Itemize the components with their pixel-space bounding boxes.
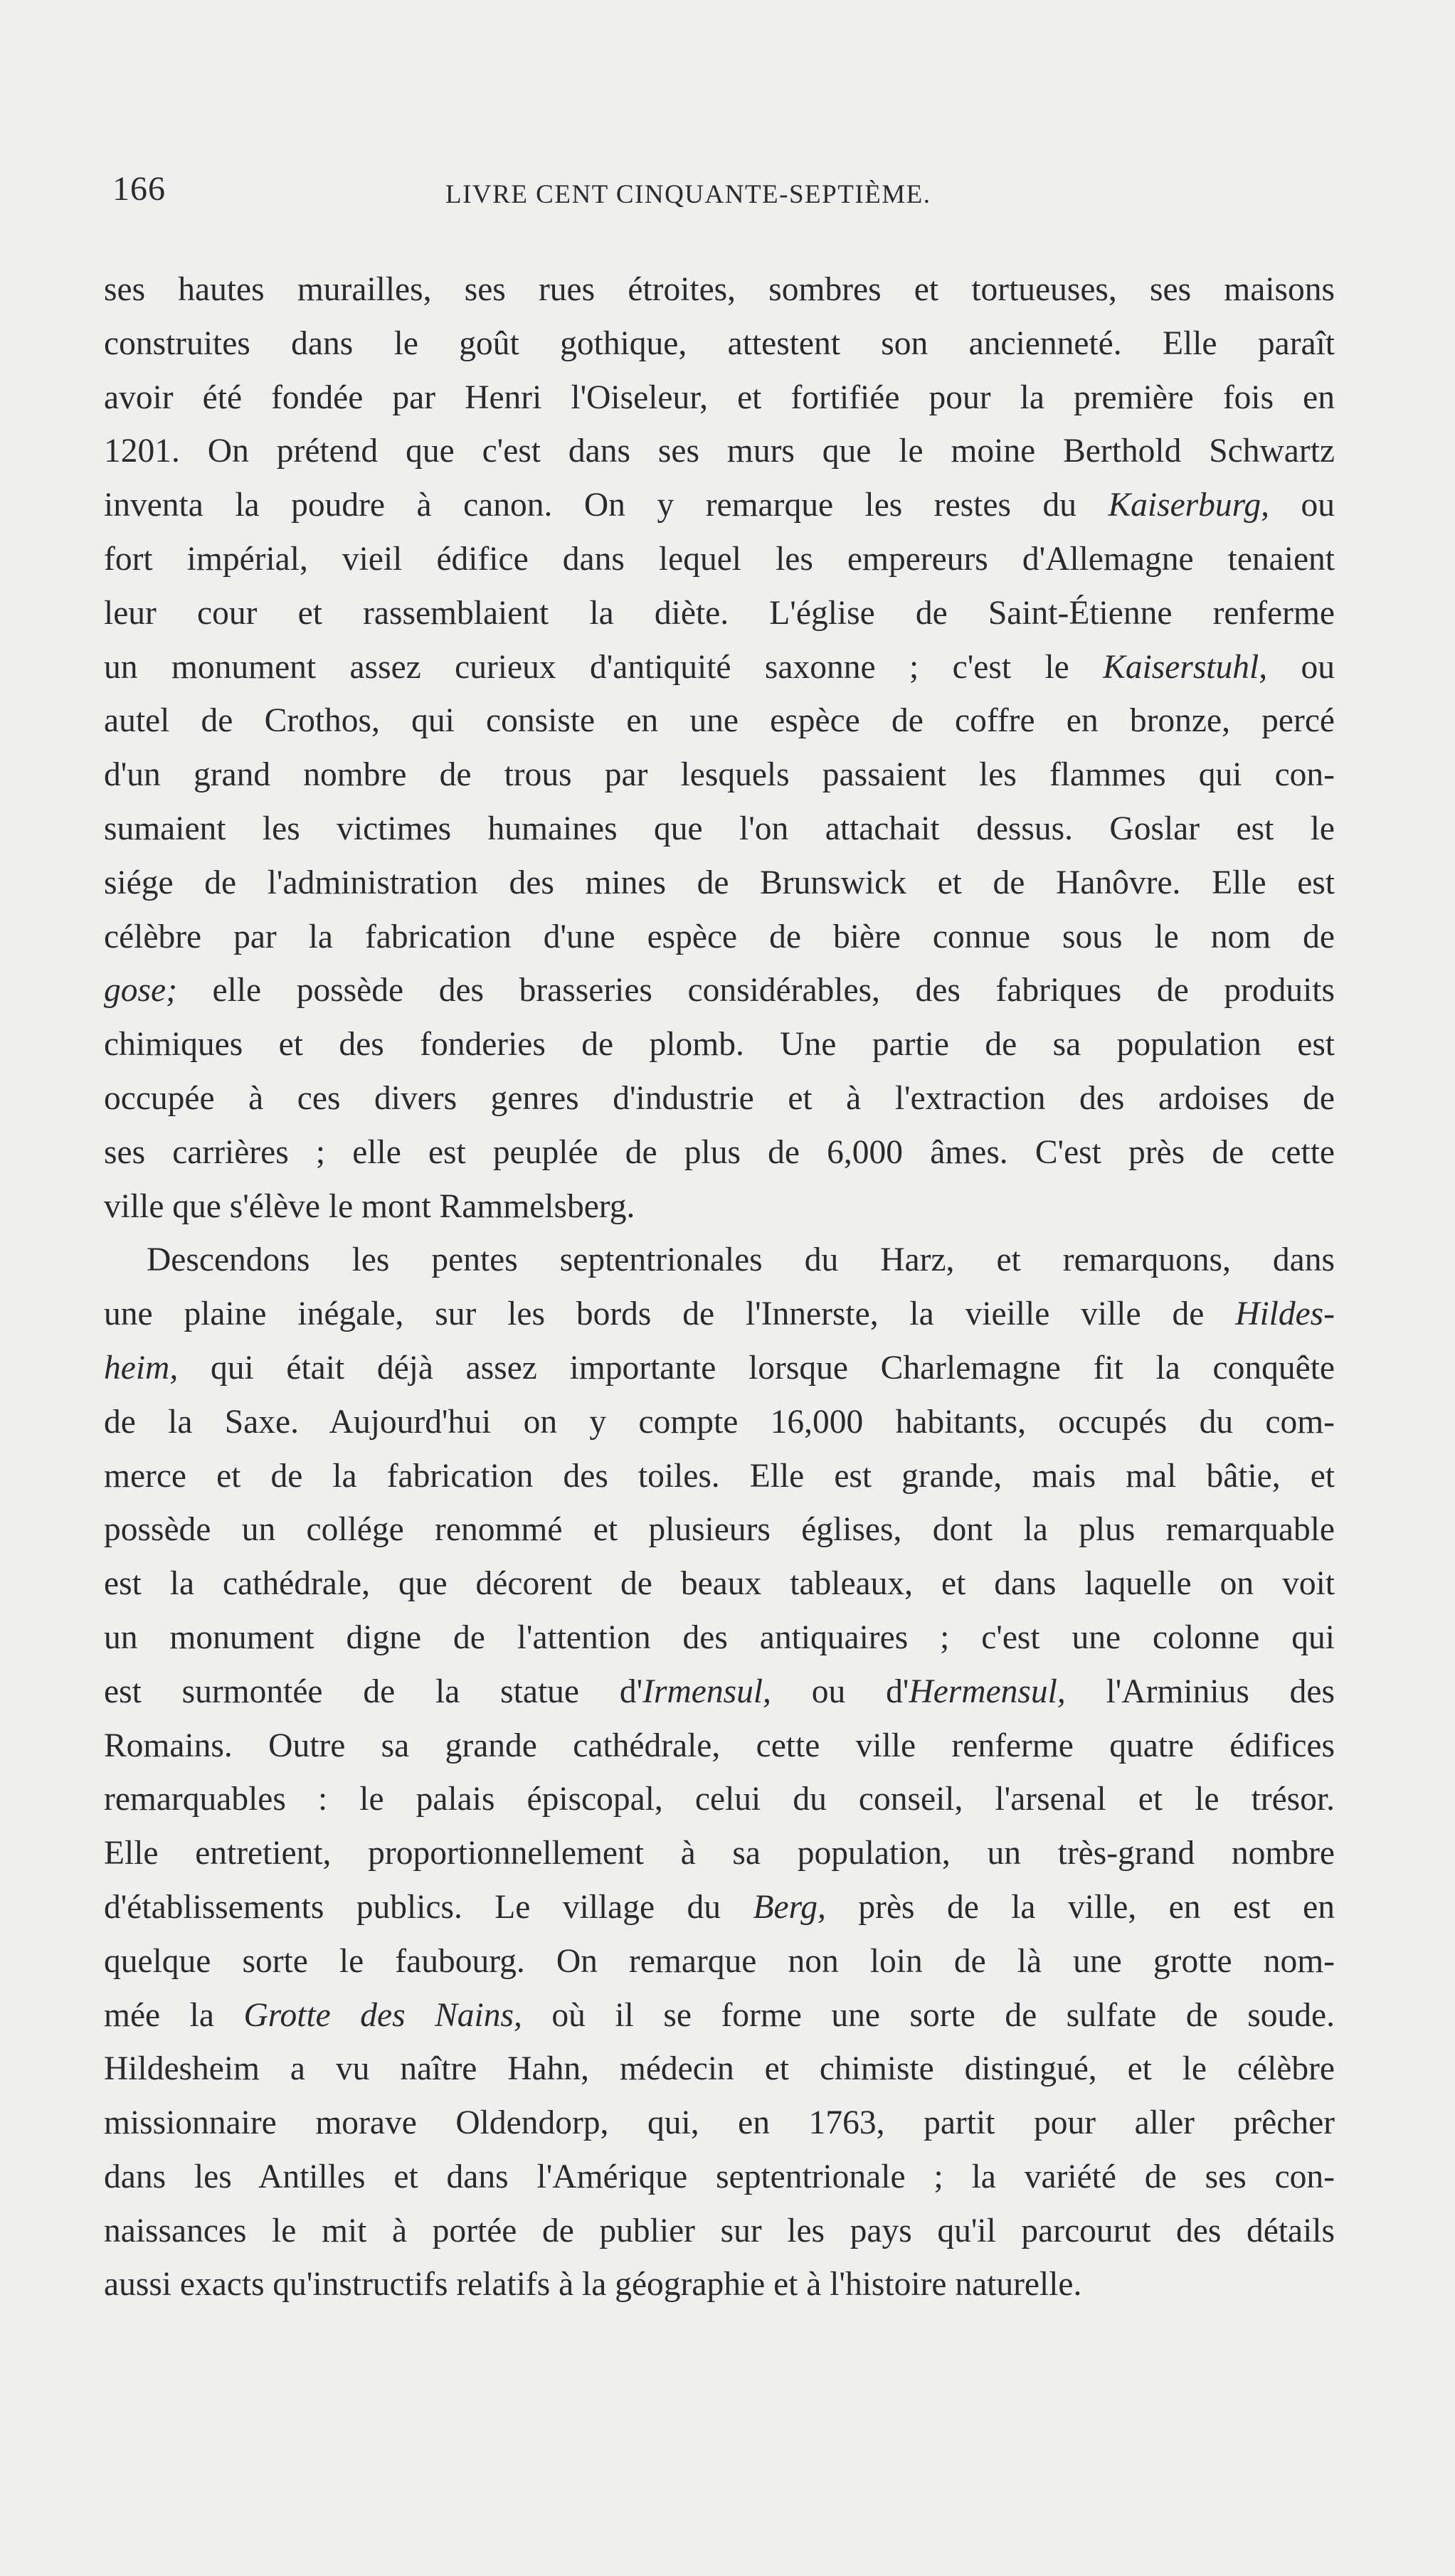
italic-term: Berg, — [753, 1888, 826, 1926]
line-text: Descendons les pentes septentrionales du Harz, et remarquons, dans — [147, 1241, 1335, 1279]
text-line — [104, 425, 1335, 479]
line-text: naissances le mit à portée de publier sur les pays qu'il parcourut des détails — [104, 2212, 1335, 2249]
text-line — [104, 1827, 1335, 1881]
text-line — [104, 533, 1335, 587]
line-text: 1201. On prétend que c'est dans ses murs que le moine Berthold Schwartz — [104, 433, 1335, 470]
line-text: de la Saxe. Aujourd'hui on y compte 16,000 habitants, occupés du com- — [104, 1403, 1335, 1441]
text-line — [104, 1018, 1335, 1072]
line-text: l'Arminius des — [1065, 1673, 1335, 1710]
line-text: ses carrières ; elle est peuplée de plus de 6,000 âmes. C'est près de cette — [104, 1133, 1335, 1171]
line-text: sumaient les victimes humaines que l'on attachait dessus. Goslar est le — [104, 810, 1335, 847]
line-text: près de la ville, en est en — [825, 1888, 1335, 1926]
text-line — [104, 1719, 1335, 1774]
line-text: un monument assez curieux d'antiquité saxonne ; c'est le — [104, 648, 1104, 686]
text-line — [104, 802, 1335, 857]
italic-term: Hermensul, — [909, 1673, 1066, 1710]
line-text: aussi exacts qu'instructifs relatifs à la géographie et à l'histoire naturelle. — [104, 2266, 1082, 2304]
line-text: une plaine inégale, sur les bords de l'Innerste, la vieille ville de — [104, 1295, 1236, 1333]
line-text: siége de l'administration des mines de Brunswick et de Hanôvre. Elle est — [104, 864, 1335, 901]
line-text: Elle entretient, proportionnellement à sa population, un très-grand nombre — [104, 1835, 1335, 1872]
text-line — [104, 857, 1335, 911]
line-text: un monument digne de l'attention des antiquaires ; c'est une colonne qui — [104, 1618, 1335, 1656]
text-line — [104, 1396, 1335, 1450]
line-text: est la cathédrale, que décorent de beaux tableaux, et dans laquelle on voit — [104, 1565, 1335, 1603]
text-line — [104, 1126, 1335, 1180]
line-text: qui était déjà assez importante lorsque Charlemagne fit la conquête — [178, 1349, 1335, 1387]
text-line — [104, 641, 1335, 695]
line-text: ses hautes murailles, ses rues étroites, sombres et tortueuses, ses maisons — [104, 271, 1335, 308]
line-text: est surmontée de la statue d' — [104, 1673, 643, 1710]
text-line — [104, 1234, 1335, 1288]
italic-term: gose; — [104, 972, 177, 1009]
text-line — [104, 1342, 1335, 1396]
italic-term: Kaiserstuhl, — [1103, 648, 1268, 686]
line-text: leur cour et rassemblaient la diète. L'église de Saint-Étienne renferme — [104, 594, 1335, 632]
italic-term: Kaiserburg, — [1108, 487, 1269, 524]
line-text: ou — [1269, 487, 1335, 524]
text-line — [104, 371, 1335, 425]
text-line — [104, 964, 1335, 1018]
text-line — [104, 1611, 1335, 1665]
line-text: célèbre par la fabrication d'une espèce de bière connue sous le nom de — [104, 918, 1335, 955]
page-number: 166 — [112, 170, 166, 208]
line-text: missionnaire morave Oldendorp, qui, en 1763, partit pour aller prêcher — [104, 2104, 1335, 2142]
line-text: avoir été fondée par Henri l'Oiseleur, et fortifiée pour la première fois en — [104, 378, 1335, 416]
line-text: d'établissements publics. Le village du — [104, 1888, 753, 1926]
text-line — [104, 1288, 1335, 1342]
line-text: remarquables : le palais épiscopal, celui du conseil, l'arsenal et le trésor. — [104, 1781, 1335, 1818]
line-text: occupée à ces divers genres d'industrie et à l'extraction des ardoises de — [104, 1079, 1335, 1117]
italic-term: Hildes- — [1235, 1295, 1335, 1333]
line-text: chimiques et des fonderies de plomb. Une partie de sa population est — [104, 1026, 1335, 1064]
text-line — [104, 1935, 1335, 1989]
line-text: ville que s'élève le mont Rammelsberg. — [104, 1187, 635, 1225]
italic-term: Grotte des Nains, — [243, 1996, 522, 2034]
line-text: ou d' — [771, 1673, 909, 1710]
text-line — [104, 694, 1335, 748]
text-line — [104, 1881, 1335, 1935]
line-text: elle possède des brasseries considérables, des fabriques de produits — [176, 972, 1335, 1009]
italic-term: heim, — [104, 1349, 179, 1387]
text-line — [104, 1450, 1335, 1504]
text-line — [104, 1773, 1335, 1827]
line-text: merce et de la fabrication des toiles. Elle est grande, mais mal bâtie, et — [104, 1457, 1335, 1495]
running-head — [105, 169, 1336, 219]
body-text — [104, 263, 1335, 2312]
text-line — [104, 1665, 1335, 1719]
text-line — [104, 587, 1335, 641]
text-line — [104, 263, 1335, 317]
line-text: ou — [1267, 648, 1335, 686]
line-text: construites dans le goût gothique, attestent son ancienneté. Elle paraît — [104, 324, 1335, 362]
line-text: dans les Antilles et dans l'Amérique septentrionale ; la variété de ses con- — [104, 2158, 1335, 2195]
line-text: possède un collége renommé et plusieurs églises, dont la plus remarquable — [104, 1511, 1335, 1549]
line-text: inventa la poudre à canon. On y remarque les restes du — [104, 487, 1109, 524]
text-line — [104, 2258, 1335, 2312]
text-line — [104, 1503, 1335, 1557]
line-text: Romains. Outre sa grande cathédrale, cette ville renferme quatre édifices — [104, 1727, 1335, 1764]
line-text: Hildesheim a vu naître Hahn, médecin et chimiste distingué, et le célèbre — [104, 2050, 1335, 2088]
text-line — [104, 2205, 1335, 2259]
italic-term: Irmensul, — [642, 1673, 771, 1710]
text-line — [104, 1557, 1335, 1611]
line-text: quelque sorte le faubourg. On remarque non loin de là une grotte nom- — [104, 1942, 1335, 1980]
text-line — [104, 911, 1335, 965]
text-line — [104, 2097, 1335, 2151]
text-line — [104, 1072, 1335, 1126]
line-text: d'un grand nombre de trous par lesquels passaient les flammes qui con- — [104, 756, 1335, 794]
text-line — [104, 317, 1335, 371]
line-text: où il se forme une sorte de sulfate de soude. — [522, 1996, 1335, 2034]
text-line — [104, 1180, 1335, 1234]
text-line — [104, 479, 1335, 533]
running-title: LIVRE CENT CINQUANTE-SEPTIÈME. — [445, 180, 931, 209]
line-text: autel de Crothos, qui consiste en une espèce de coffre en bronze, percé — [104, 702, 1335, 740]
line-text: fort impérial, vieil édifice dans lequel les empereurs d'Allemagne tenaient — [104, 540, 1335, 578]
text-line — [104, 2042, 1335, 2097]
text-line — [104, 748, 1335, 802]
text-line — [104, 1989, 1335, 2043]
line-text: mée la — [104, 1996, 244, 2034]
text-line — [104, 2151, 1335, 2205]
